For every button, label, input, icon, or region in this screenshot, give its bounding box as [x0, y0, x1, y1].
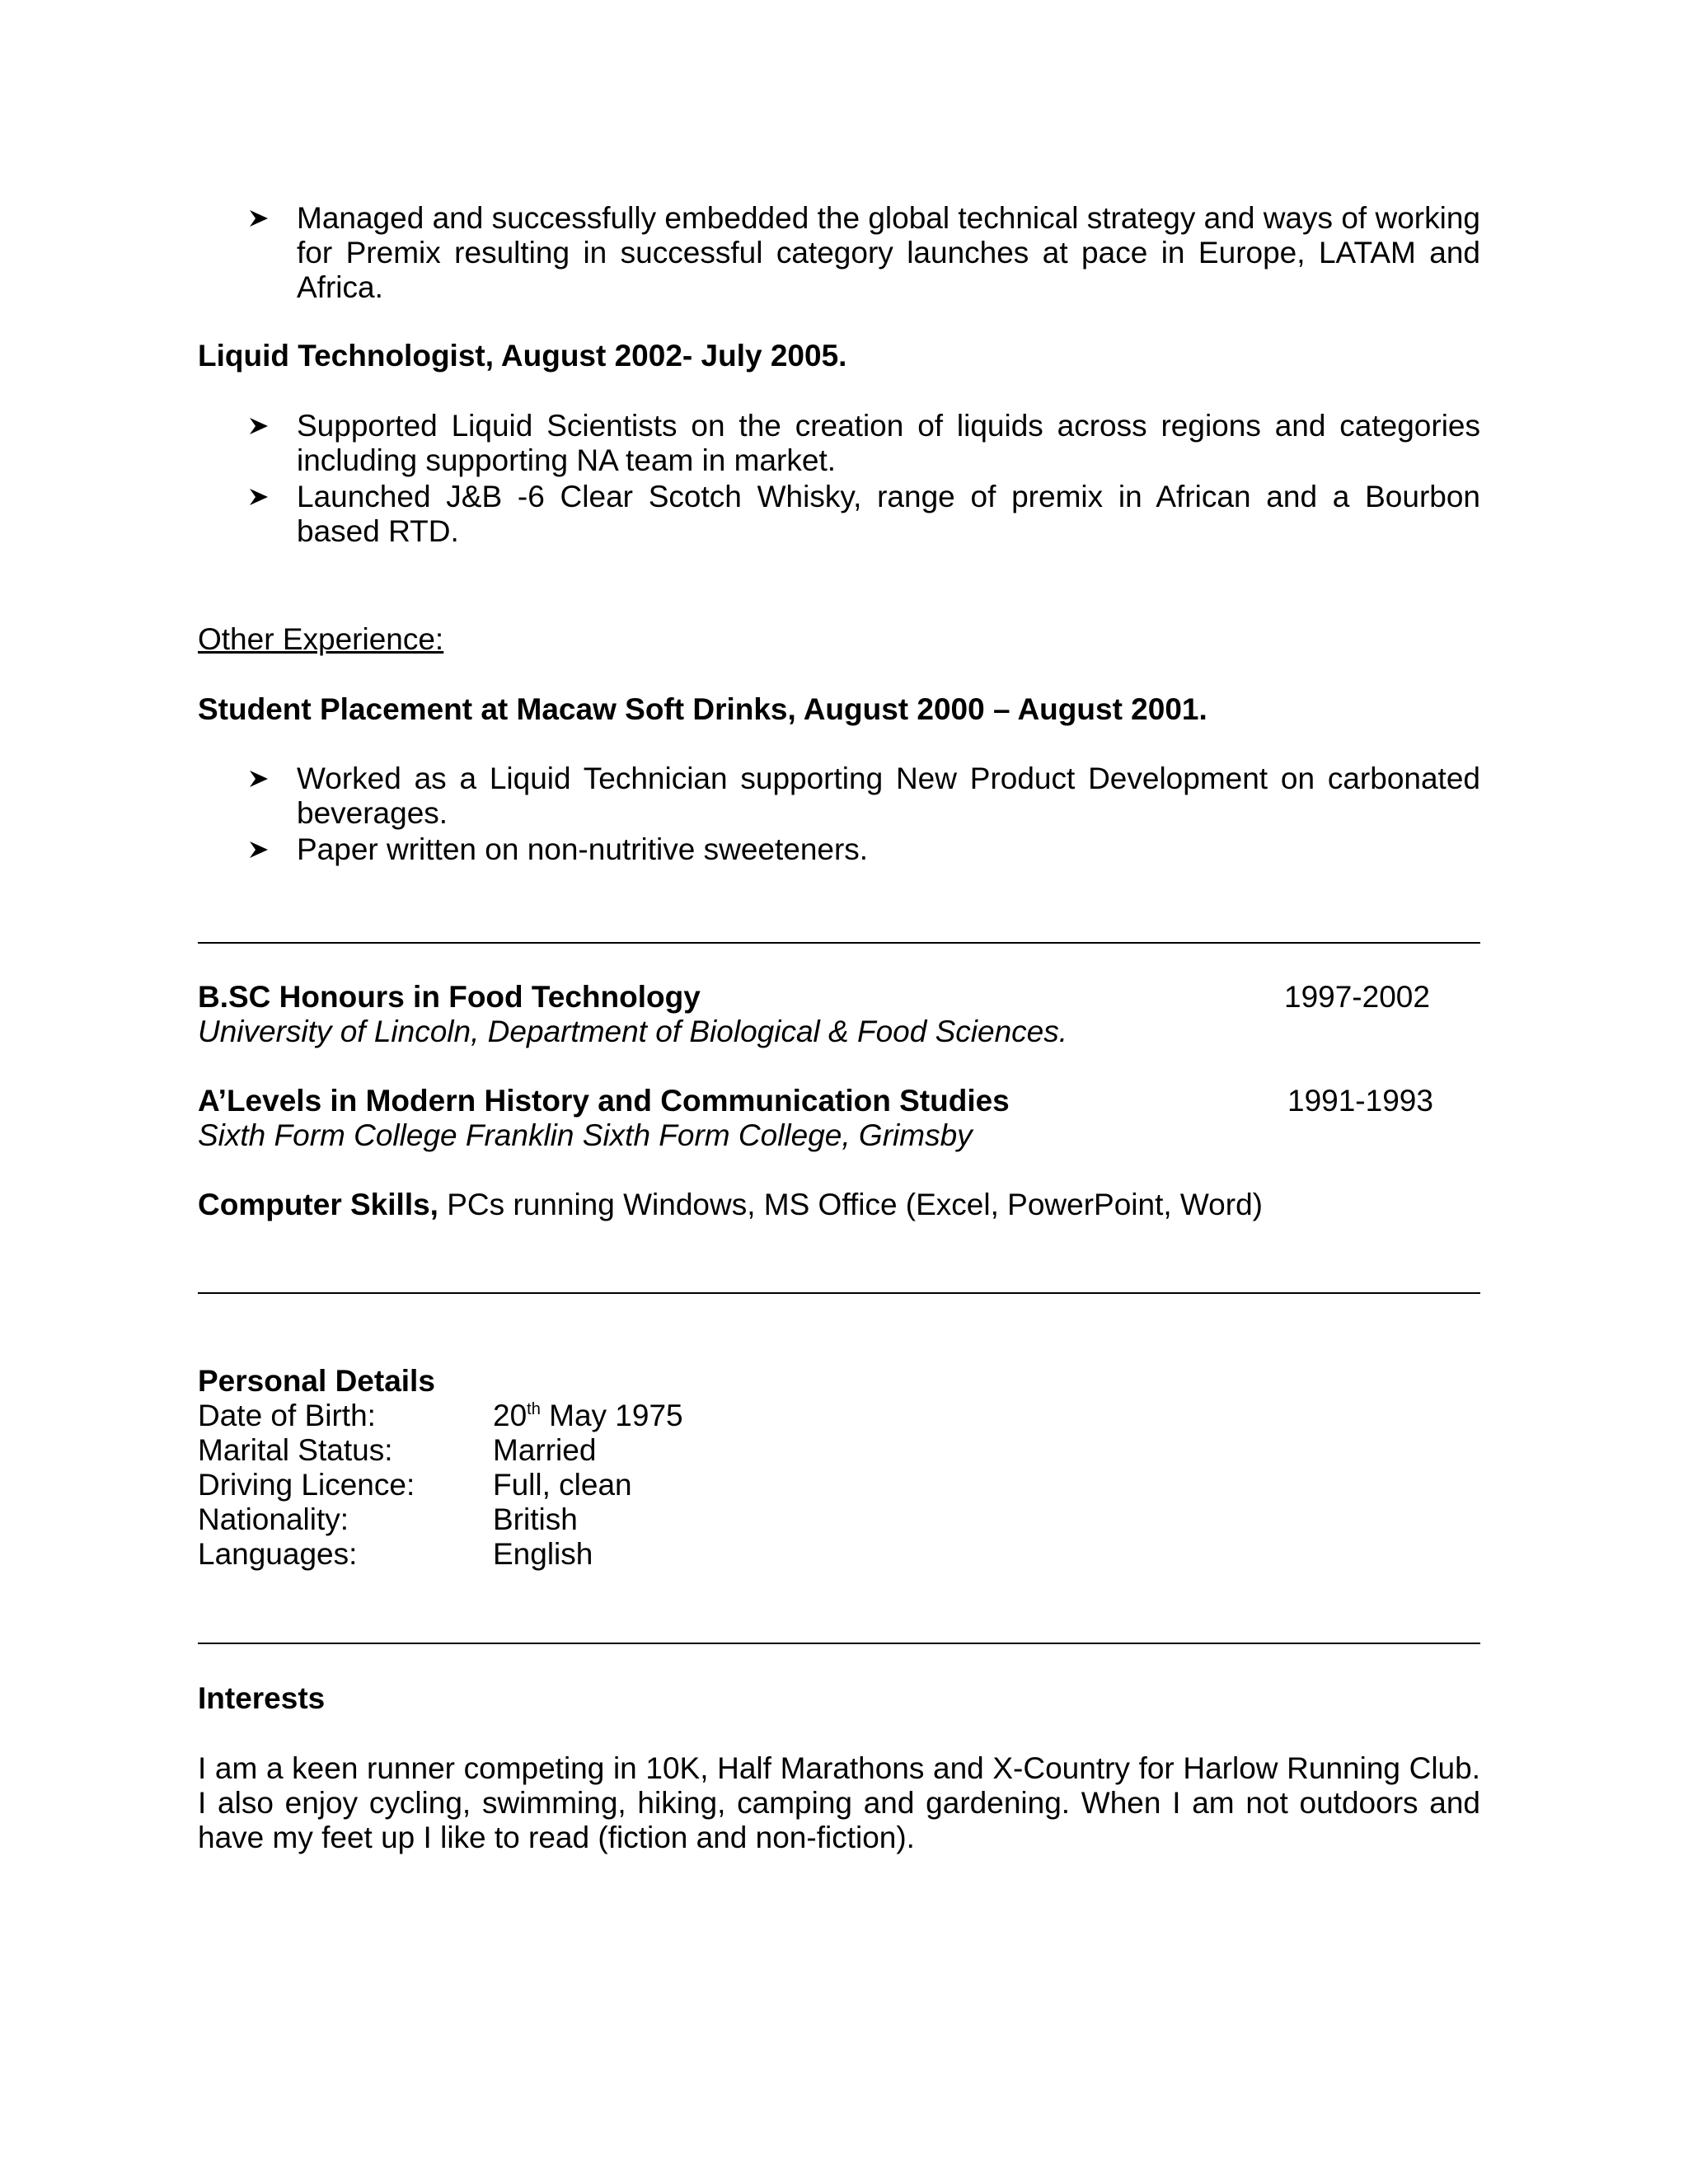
nationality-value: British — [493, 1502, 578, 1536]
dob-label: Date of Birth: — [198, 1399, 376, 1432]
education-years-1: 1997-2002 — [1284, 980, 1430, 1014]
nationality-label: Nationality: — [198, 1502, 349, 1536]
section-divider — [198, 942, 1480, 944]
arrowhead-bullet-icon — [247, 480, 272, 514]
interests-heading: Interests — [198, 1681, 326, 1715]
list-item — [198, 409, 1480, 478]
languages-label: Languages: — [198, 1537, 358, 1571]
list-item — [198, 762, 1480, 831]
education-institution-2: Sixth Form College Franklin Sixth Form College, Grimsby — [198, 1118, 973, 1152]
driving-licence-label: Driving Licence: — [198, 1468, 415, 1502]
student-placement-title: Student Placement at Macaw Soft Drinks, August 2000 – August 2001. — [198, 692, 1207, 726]
liquid-technologist-title: Liquid Technologist, August 2002- July 2005. — [198, 339, 847, 373]
education-degree-2: A’Levels in Modern History and Communication Studies — [198, 1084, 1010, 1118]
section-divider — [198, 1292, 1480, 1294]
list-item — [198, 201, 1480, 305]
list-item — [198, 832, 1480, 867]
dob-day: 20 — [493, 1399, 528, 1432]
bullet-text: Worked as a Liquid Technician supporting New Product Development on carbonated beverages. — [297, 762, 1480, 830]
interests-text: I am a keen runner competing in 10K, Half Marathons and X-Country for Harlow Running Club. I also enjoy cycling, swimming, hiking, camping and gardening. When I am not outdoors and have my feet up I like to read (fiction and non-fiction). — [198, 1751, 1480, 1854]
previous-role-bullets — [198, 201, 1480, 307]
arrowhead-bullet-icon — [247, 832, 272, 867]
driving-licence-value: Full, clean — [493, 1468, 632, 1502]
languages-value: English — [493, 1537, 593, 1571]
computer-skills — [198, 1188, 1480, 1222]
liquid-technologist-bullets — [198, 409, 1480, 551]
dob-rest: May 1975 — [540, 1399, 683, 1432]
other-experience-heading: Other Experience: — [198, 622, 444, 656]
student-placement-bullets — [198, 762, 1480, 869]
bullet-text: Launched J&B -6 Clear Scotch Whisky, range of premix in African and a Bourbon based RTD. — [297, 480, 1480, 548]
education-institution-1: University of Lincoln, Department of Biological & Food Sciences. — [198, 1015, 1068, 1048]
education-years-2: 1991-1993 — [1287, 1084, 1433, 1118]
arrowhead-bullet-icon — [247, 409, 272, 443]
arrowhead-bullet-icon — [247, 762, 272, 796]
marital-status-label: Marital Status: — [198, 1433, 393, 1467]
dob-value — [493, 1399, 683, 1433]
bullet-text: Paper written on non-nutritive sweeteners. — [297, 832, 869, 866]
arrowhead-bullet-icon — [247, 201, 272, 236]
computer-skills-label: Computer Skills, — [198, 1188, 438, 1221]
list-item — [198, 480, 1480, 549]
dob-suffix: th — [527, 1400, 541, 1418]
education-degree-1: B.SC Honours in Food Technology — [198, 980, 701, 1014]
marital-status-value: Married — [493, 1433, 597, 1467]
section-divider — [198, 1643, 1480, 1644]
bullet-text: Managed and successfully embedded the global technical strategy and ways of working for Premix resulting in successful category launches at pace in Europe, LATAM and Africa. — [297, 201, 1480, 304]
computer-skills-text: PCs running Windows, MS Office (Excel, PowerPoint, Word) — [438, 1188, 1263, 1221]
personal-details-heading: Personal Details — [198, 1364, 435, 1398]
bullet-text: Supported Liquid Scientists on the creation of liquids across regions and categories including supporting NA team in market. — [297, 409, 1480, 477]
